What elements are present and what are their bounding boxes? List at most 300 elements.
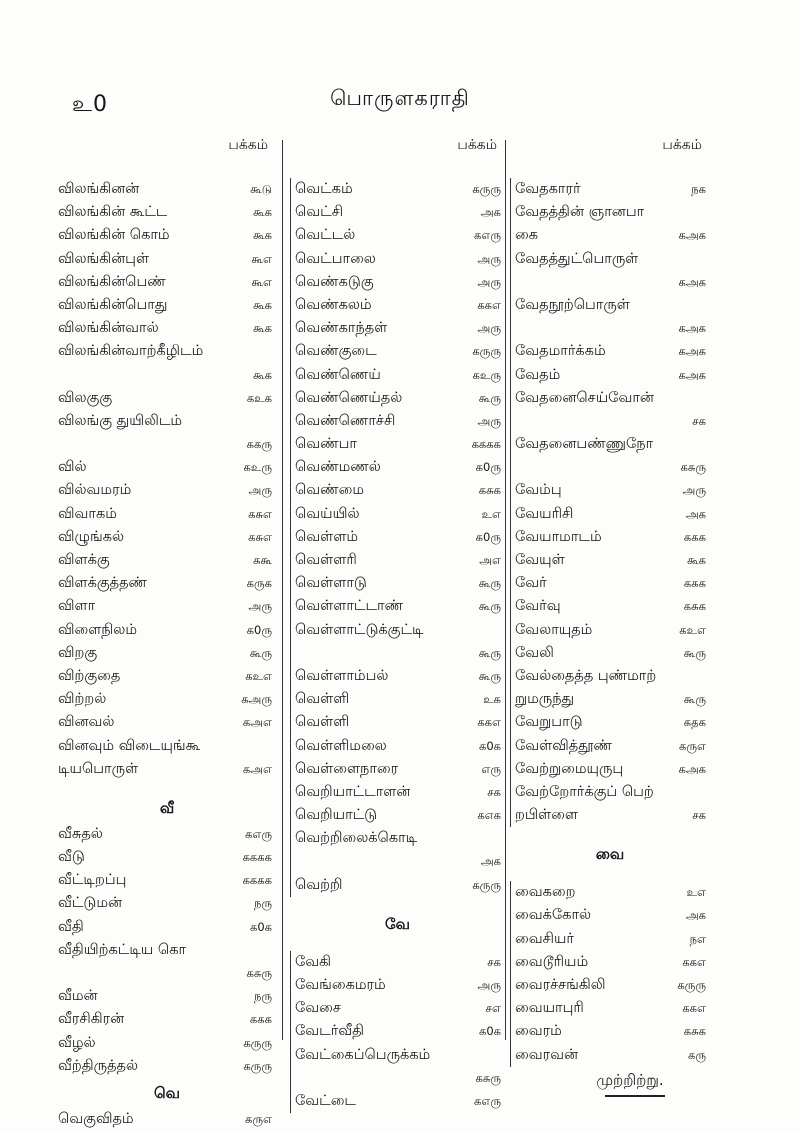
entry-word: வெண்ணொச்சி: [295, 412, 396, 429]
entry-word: விலகுகு: [58, 389, 113, 406]
index-entry: [58, 201, 276, 224]
entry-word: வெண்ணெய்: [295, 366, 381, 383]
closing-rule: [605, 1095, 665, 1097]
entry-page-ref: அஎ: [479, 553, 501, 567]
entry-word: வெட்டல்: [295, 227, 356, 244]
entry-page-ref: கஅஎ: [242, 715, 272, 730]
index-entry: [510, 433, 710, 456]
index-entry: [290, 224, 505, 247]
entry-word: வேதம்: [515, 366, 561, 383]
entry-page-ref: சக: [692, 413, 706, 428]
entry-page-ref: கசுக: [683, 599, 706, 614]
index-entry: [510, 619, 710, 642]
entry-word: வெண்கலம்: [295, 296, 372, 313]
index-entry: [290, 1044, 505, 1067]
entry-page-ref: அரு: [477, 978, 501, 992]
entry-word: வெய்யில்: [295, 505, 360, 522]
index-entry: [290, 874, 505, 897]
entry-page-ref: ககஎ: [682, 1001, 706, 1016]
entry-word: வேதநூற்பொருள்: [515, 296, 630, 313]
index-entry: [510, 735, 710, 758]
index-entry: [510, 364, 710, 387]
entry-word: வேடர்வீதி: [295, 1023, 365, 1040]
entry-word: டியபொருள்: [58, 760, 139, 777]
entry-word: வில்: [58, 459, 87, 476]
spacer: [290, 939, 505, 951]
entry-page-ref: அரு: [477, 321, 501, 336]
index-entry: [510, 503, 710, 526]
index-entry: [290, 974, 505, 997]
column-entries: [510, 178, 710, 1097]
index-entry: [290, 410, 505, 433]
entry-word: றுமருந்து: [515, 691, 575, 708]
index-entry: [290, 1090, 505, 1113]
entry-page-ref: கூக: [253, 367, 272, 382]
index-entry: [58, 340, 276, 363]
entry-word: வெள்ளாட்டாண்: [295, 598, 404, 615]
index-entry: [290, 294, 505, 317]
index-entry: [290, 735, 505, 758]
entry-word: வீமன்: [58, 988, 98, 1005]
column-heading: பக்கம்: [662, 137, 702, 153]
entry-page-ref: க0க: [249, 919, 272, 934]
index-entry: [290, 503, 505, 526]
index-entry: [510, 642, 710, 665]
index-entry: [510, 711, 710, 734]
entry-word: வேதனைபண்ணுநோ: [515, 436, 654, 453]
index-entry: [290, 364, 505, 387]
entry-word: வேள்வித்தூண்: [515, 737, 612, 754]
index-entry: [58, 271, 276, 294]
entry-word: வெண்ணெய்தல்: [295, 389, 403, 406]
index-entry: [58, 248, 276, 271]
entry-word: வீடு: [58, 849, 85, 866]
entry-word: வெண்பா: [295, 436, 357, 453]
entry-page-ref: ககஎ: [477, 715, 501, 730]
index-entry: [58, 1008, 276, 1031]
entry-page-ref: கஅஎ: [242, 761, 272, 776]
entry-page-ref: கஉக: [246, 390, 272, 405]
index-entry: [290, 178, 505, 201]
index-column-1: [58, 130, 276, 1131]
entry-word: விலங்கின்பெண்: [58, 273, 166, 290]
entry-word: வெள்ளாடு: [295, 575, 367, 592]
entry-word: வெட்பாலை: [295, 250, 376, 267]
entry-page-ref: கஅக: [678, 344, 706, 359]
column-divider: [505, 140, 506, 1040]
index-entry: [58, 735, 276, 758]
entry-page-ref: சக: [487, 784, 501, 799]
entry-word: வேங்கைமரம்: [295, 977, 386, 993]
index-entry: [510, 928, 710, 951]
index-entry: [510, 387, 710, 410]
section-heading: வே: [384, 914, 410, 933]
entry-word: வெறியாட்டு: [295, 807, 378, 824]
entry-page-continuation: [290, 850, 505, 873]
index-entry: [58, 846, 276, 869]
entry-word: வீரசிகிரன்: [58, 1011, 125, 1028]
entry-page-continuation: [510, 456, 710, 479]
entry-page-ref: கசுரு: [246, 966, 272, 980]
entry-page-ref: அரு: [682, 483, 706, 498]
page-title: பொருளகராதி: [330, 86, 470, 110]
entry-word: விலங்கின்வால்: [58, 320, 159, 337]
index-entry: [58, 224, 276, 247]
entry-page-ref: சக: [487, 954, 501, 969]
entry-page-ref: நக: [691, 182, 706, 196]
index-entry: [510, 804, 710, 827]
index-entry: [510, 549, 710, 572]
index-entry: [290, 479, 505, 502]
entry-word: வெண்மணல்: [295, 459, 381, 476]
entry-page-continuation: [510, 410, 710, 433]
index-entry: [58, 1108, 276, 1131]
entry-word: வெண்குடை: [295, 343, 377, 360]
entry-word: விலங்கினன்: [58, 181, 140, 197]
entry-word: வைடூரியம்: [515, 953, 589, 970]
entry-page-ref: கசுக: [683, 1024, 706, 1039]
index-entry: [58, 892, 276, 915]
entry-word: கை: [515, 227, 538, 244]
index-entry: [290, 781, 505, 804]
entry-page-ref: க0க: [478, 1024, 501, 1039]
entry-page-ref: கஅக: [678, 228, 706, 243]
entry-page-ref: கககக: [471, 437, 501, 452]
entry-word: விளக்குத்தண்: [58, 575, 147, 592]
entry-word: வேறுபாடு: [515, 714, 583, 731]
entry-word: விலங்கு துயிலிடம்: [58, 412, 183, 429]
section-heading: வெ: [153, 1083, 181, 1102]
index-entry: [510, 526, 710, 549]
index-entry: [290, 665, 505, 688]
entry-word: வீட்டுமன்: [58, 895, 123, 912]
index-entry: [510, 881, 710, 904]
index-entry: [510, 294, 710, 317]
index-entry: [510, 595, 710, 618]
index-entry: [58, 479, 276, 502]
entry-page-ref: கககக: [242, 850, 272, 865]
entry-word: வேலி: [515, 644, 554, 661]
index-entry: [510, 1044, 710, 1067]
entry-word: வெறியாட்டாளன்: [295, 783, 411, 800]
entry-page-ref: கஉரு: [472, 367, 501, 382]
entry-page-ref: அரு: [477, 274, 501, 289]
entry-page-ref: ககக: [683, 529, 706, 544]
index-entry: [58, 619, 276, 642]
entry-page-continuation: [58, 433, 276, 456]
entry-page-ref: ககக: [249, 1012, 272, 1027]
index-entry: [290, 248, 505, 271]
entry-word: வேலாயுதம்: [515, 621, 593, 638]
entry-word: வெட்சி: [295, 204, 344, 221]
entry-word: வேற்றோர்க்குப் பெற்: [515, 783, 654, 800]
index-entry: [290, 827, 505, 850]
entry-page-ref: கூரு: [478, 576, 501, 591]
index-entry: [510, 340, 710, 363]
entry-page-ref: கருரு: [243, 1058, 272, 1073]
entry-word: வீதி: [58, 918, 84, 935]
index-entry: [58, 503, 276, 526]
index-entry: [510, 178, 710, 201]
entry-word: விலங்கின்பொது: [58, 296, 168, 313]
entry-page-ref: கூரு: [478, 599, 501, 614]
entry-word: விலங்கின்புள்: [58, 250, 150, 267]
index-entry: [290, 997, 505, 1020]
index-entry: [58, 456, 276, 479]
entry-page-ref: கஉரு: [243, 460, 272, 475]
entry-word: வேசை: [295, 1000, 341, 1017]
entry-word: வெள்ளாம்பல்: [295, 667, 389, 684]
index-entry: [290, 526, 505, 549]
index-entry: [290, 711, 505, 734]
index-entry: [58, 317, 276, 340]
entry-page-continuation: [58, 962, 276, 985]
entry-page-ref: கஅக: [678, 274, 706, 289]
index-entry: [510, 997, 710, 1020]
entry-word: வீட்டிறப்பு: [58, 872, 127, 889]
entry-page-ref: கஅரு: [241, 692, 272, 707]
entry-page-ref: கூரு: [249, 645, 272, 660]
spacer: [510, 827, 710, 839]
entry-page-ref: க0க: [478, 738, 501, 753]
spacer: [510, 869, 710, 881]
column-heading: பக்கம்: [228, 137, 268, 153]
index-entry: [290, 758, 505, 781]
index-entry: [290, 549, 505, 572]
entry-word: வெள்ளி: [295, 691, 350, 708]
entry-page-continuation: [290, 1067, 505, 1090]
index-entry: [58, 294, 276, 317]
entry-word: வேயுள்: [515, 552, 565, 568]
column-entries: [290, 178, 505, 1113]
entry-page-ref: கசுஎ: [248, 506, 272, 521]
index-entry: [58, 410, 276, 433]
entry-word: வைரம்: [515, 1023, 562, 1040]
entry-word: றபிள்ளை: [515, 807, 578, 824]
index-entry: [58, 387, 276, 410]
entry-word: வேயாமாடம்: [515, 528, 602, 545]
entry-word: வெள்ளிமலை: [295, 737, 387, 754]
entry-word: வீற்திருத்தல்: [58, 1057, 138, 1074]
entry-page-ref: ககஎ: [477, 297, 501, 312]
entry-page-ref: கஅக: [678, 367, 706, 382]
entry-page-ref: நஎ: [689, 931, 706, 946]
index-entry: [58, 711, 276, 734]
index-entry: [290, 595, 505, 618]
index-entry: [290, 951, 505, 974]
entry-page-ref: ககரு: [246, 437, 272, 452]
section-heading: வை: [595, 845, 625, 864]
entry-word: விளா: [58, 598, 96, 615]
entry-page-ref: கூரு: [683, 692, 706, 707]
index-column-2: [290, 130, 505, 1113]
entry-page-ref: கஎரு: [474, 228, 501, 243]
index-entry: [58, 1032, 276, 1055]
index-entry: [290, 387, 505, 410]
index-entry: [290, 619, 505, 642]
entry-page-ref: ககஎ: [682, 954, 706, 969]
index-entry: [58, 985, 276, 1008]
entry-page-ref: கஅக: [678, 321, 706, 336]
entry-page-ref: அக: [480, 205, 501, 220]
index-entry: [290, 271, 505, 294]
index-entry: [58, 916, 276, 939]
column-heading: பக்கம்: [457, 137, 497, 153]
entry-page-ref: கஅக: [678, 761, 706, 776]
entry-word: வைக்கோல்: [515, 907, 592, 924]
entry-page-ref: உஎ: [481, 506, 501, 521]
entry-word: வெகுவிதம்: [58, 1110, 134, 1127]
entry-page-ref: கருஎ: [679, 738, 706, 753]
entry-word: வேல்தைத்த புண்மாற்: [515, 667, 657, 684]
entry-word: வெண்மை: [295, 482, 365, 499]
entry-word: விறகு: [58, 644, 98, 661]
entry-page-ref: கரு: [687, 1047, 706, 1062]
entry-word: வினவல்: [58, 714, 115, 731]
entry-page-ref: ககூ: [253, 553, 272, 567]
entry-word: வெள்ளாட்டுக்குட்டி: [295, 621, 424, 638]
entry-page-ref: கஎரு: [245, 826, 272, 841]
entry-word: வீழல்: [58, 1034, 96, 1051]
entry-page-ref: கசுரு: [475, 1070, 501, 1085]
entry-page-ref: கூக: [253, 297, 272, 312]
entry-page-ref: அரு: [248, 483, 272, 498]
entry-page-ref: கஉஎ: [679, 622, 706, 637]
index-entry: [290, 456, 505, 479]
entry-word: வேதத்தின் ஞானபா: [515, 204, 645, 221]
index-entry: [58, 549, 276, 572]
entry-page-ref: கருரு: [677, 978, 706, 992]
index-entry: [510, 974, 710, 997]
entry-page-ref: கருஎ: [245, 1111, 272, 1126]
entry-word: விழுங்கல்: [58, 528, 125, 545]
index-entry: [510, 572, 710, 595]
entry-word: வேர்வு: [515, 598, 561, 615]
entry-word: வெற்றிலைக்கொடி: [295, 830, 418, 847]
entry-word: வெட்கம்: [295, 181, 353, 197]
entry-page-ref: கஎக: [477, 808, 501, 823]
entry-word: வெள்ளம்: [295, 528, 358, 545]
entry-word: வேட்டை: [295, 1092, 356, 1109]
entry-word: வையாபுரி: [515, 1000, 584, 1017]
entry-word: வெள்ளி: [295, 714, 350, 731]
index-entry: [58, 642, 276, 665]
entry-word: வேர்: [515, 575, 547, 592]
index-entry: [58, 178, 276, 201]
index-entry: [58, 595, 276, 618]
entry-word: விலங்கின் கூட்ட: [58, 204, 168, 221]
index-entry: [58, 758, 276, 781]
entry-word: வெள்ளரி: [295, 552, 357, 568]
entry-page-ref: கூரு: [478, 668, 501, 683]
index-entry: [510, 951, 710, 974]
entry-page-ref: கூரு: [478, 390, 501, 405]
entry-page-ref: கருரு: [472, 182, 501, 196]
entry-page-ref: கூஎ: [251, 274, 272, 289]
index-entry: [290, 804, 505, 827]
entry-word: வேம்பு: [515, 482, 562, 499]
index-entry: [290, 340, 505, 363]
entry-page-ref: கஎரு: [474, 1093, 501, 1108]
entry-word: வைரவன்: [515, 1046, 579, 1063]
index-entry: [510, 224, 710, 247]
entry-word: வெற்றி: [295, 876, 343, 893]
closing-text: முற்றிற்று.: [596, 1070, 664, 1089]
entry-word: வைசியர்: [515, 930, 574, 947]
index-entry: [290, 688, 505, 711]
entry-page-continuation: [510, 317, 710, 340]
entry-page-ref: கூஎ: [251, 251, 272, 266]
entry-word: விவாகம்: [58, 505, 117, 522]
index-entry: [510, 688, 710, 711]
entry-page-ref: கதக: [683, 715, 706, 730]
index-entry: [510, 665, 710, 688]
entry-page-ref: கருரு: [243, 1035, 272, 1050]
entry-page-ref: ககக: [683, 576, 706, 591]
index-column-3: [510, 130, 710, 1097]
entry-page-ref: கூக: [253, 205, 272, 220]
entry-word: வெண்கடுகு: [295, 273, 374, 290]
index-entry: [58, 665, 276, 688]
index-entry: [510, 904, 710, 927]
page-number: உ0: [72, 92, 108, 117]
entry-page-ref: அக: [685, 908, 706, 923]
entry-page-ref: நரு: [253, 896, 272, 911]
index-entry: [510, 758, 710, 781]
entry-word: வீசுதல்: [58, 825, 103, 842]
entry-page-ref: கககக: [242, 873, 272, 888]
entry-page-ref: கூடு: [250, 182, 272, 196]
entry-word: வேதனைசெய்வோன்: [515, 389, 654, 406]
entry-page-ref: கூரு: [478, 645, 501, 660]
entry-word: வேதமார்க்கம்: [515, 343, 606, 360]
entry-word: வேதகாரர்: [515, 181, 581, 197]
entry-page-ref: கூக: [253, 321, 272, 336]
entry-page-ref: க0ரு: [246, 622, 272, 637]
index-entry: [58, 869, 276, 892]
entry-word: வில்வமரம்: [58, 482, 132, 499]
entry-page-ref: அரு: [477, 251, 501, 266]
entry-word: வீதியிற்கட்டிய கொ: [58, 941, 187, 958]
entry-page-ref: அரு: [248, 599, 272, 614]
entry-word: வெண்காந்தள்: [295, 320, 388, 337]
entry-page-ref: கூக: [253, 228, 272, 243]
entry-word: விற்குதை: [58, 667, 121, 684]
entry-page-ref: கருரு: [472, 344, 501, 359]
entry-word: வெள்ளைநாரை: [295, 760, 399, 777]
index-entry: [290, 572, 505, 595]
entry-word: விற்றல்: [58, 691, 107, 708]
entry-page-ref: அக: [480, 854, 501, 869]
entry-page-continuation: [290, 642, 505, 665]
entry-page-ref: சக: [692, 808, 706, 823]
entry-word: வேற்றுமையுருபு: [515, 760, 624, 777]
index-entry: [58, 526, 276, 549]
index-entry: [290, 317, 505, 340]
index-entry: [510, 781, 710, 804]
column-entries: [58, 178, 276, 1131]
entry-page-ref: கருக: [246, 576, 272, 591]
entry-word: விளக்கு: [58, 552, 110, 568]
index-entry: [290, 201, 505, 224]
entry-word: வேகி: [295, 953, 332, 970]
entry-page-ref: கசுக: [478, 483, 501, 498]
entry-word: வேயரிசி: [515, 505, 574, 522]
entry-word: விலங்கின்வாற்கீழிடம்: [58, 343, 204, 360]
entry-page-ref: க0ரு: [475, 529, 501, 544]
entry-page-ref: உஎ: [686, 885, 706, 900]
index-entry: [58, 1055, 276, 1078]
